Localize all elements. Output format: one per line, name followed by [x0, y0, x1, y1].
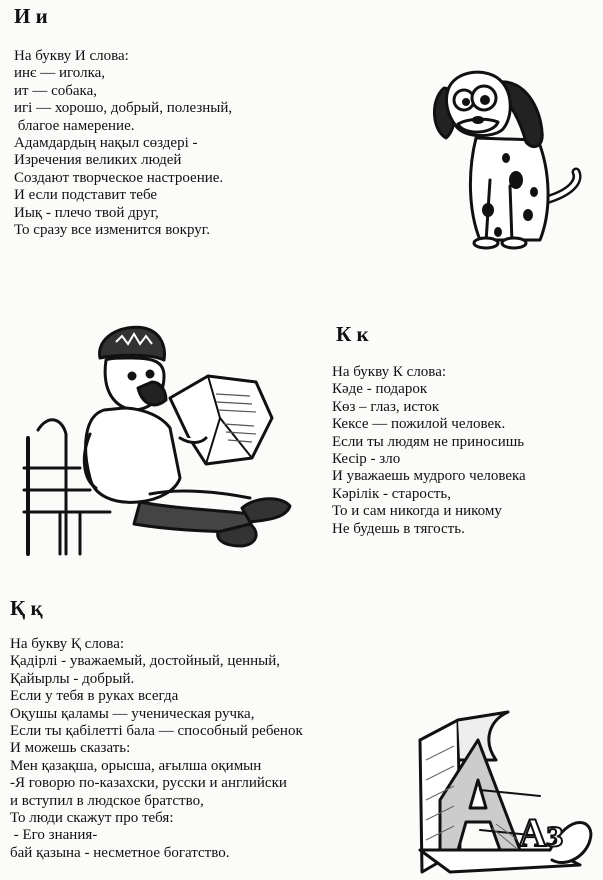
- alphabet-block-illustration: [400, 700, 600, 875]
- section-heading: Қ қ: [10, 596, 43, 620]
- text-line: Изречения великих людей: [14, 152, 182, 169]
- section-heading: И и: [14, 4, 48, 28]
- man-reading-illustration: [20, 318, 305, 558]
- letter-block-text: Аз: [518, 810, 563, 855]
- text-line: Создают творческое настроение.: [14, 169, 224, 186]
- section-letter-i: [14, 4, 232, 239]
- text-line: На букву Қ слова:: [10, 636, 125, 652]
- text-line: Если у тебя в руках всегда: [10, 688, 179, 705]
- text-line: На букву К слова:: [332, 364, 447, 380]
- section-letter-k: [332, 322, 526, 538]
- text-line: - Его знания-: [10, 827, 98, 844]
- text-line: игі — хорошо, добрый, полезный,: [14, 100, 233, 117]
- text-line: То и сам никогда и никому: [332, 503, 502, 520]
- text-line: Кәрілік - старость,: [332, 485, 451, 502]
- text-line: То сразу все изменится вокруг.: [14, 222, 210, 239]
- text-line: и вступил в людское братство,: [10, 792, 204, 809]
- text-line: Кексе — пожилой человек.: [332, 416, 506, 433]
- text-line: Мен қазақша, орысша, ағылша оқимын: [10, 757, 262, 774]
- text-line: Иық - плечо твой друг,: [14, 204, 159, 221]
- section-letter-qk: [10, 596, 303, 862]
- text-line: И если подставит тебе: [14, 187, 158, 204]
- text-line: Көз – глаз, исток: [332, 398, 440, 415]
- text-line: Если ты қабілетті бала — способный ребенок: [10, 723, 303, 740]
- text-line: бай қазына - несметное богатство.: [10, 844, 230, 861]
- text-line: Адамдардың нақыл сөздері -: [14, 135, 198, 152]
- text-line: Қайырлы - добрый.: [10, 670, 135, 687]
- text-line: Оқушы қаламы — ученическая ручка,: [10, 705, 255, 722]
- text-line: ит — собака,: [14, 82, 97, 99]
- text-line: Если ты людям не приносишь: [332, 433, 525, 450]
- text-line: инє — иголка,: [14, 65, 106, 82]
- text-line: Кесір - зло: [332, 451, 401, 468]
- text-line: благое намерение.: [14, 117, 135, 134]
- text-line: -Я говорю по-казахски, русски и английски: [10, 775, 287, 792]
- text-line: Кәде - подарок: [332, 381, 428, 398]
- text-line: То люди скажут про тебя:: [10, 810, 174, 827]
- text-line: Не будешь в тягость.: [332, 520, 465, 537]
- dog-illustration: [428, 60, 588, 250]
- text-line: На букву И слова:: [14, 48, 129, 64]
- section-heading: К к: [336, 322, 369, 346]
- text-line: И можешь сказать:: [10, 740, 131, 757]
- text-line: И уважаешь мудрого человека: [332, 468, 526, 485]
- text-line: Қадірлі - уважаемый, достойный, ценный,: [10, 653, 281, 670]
